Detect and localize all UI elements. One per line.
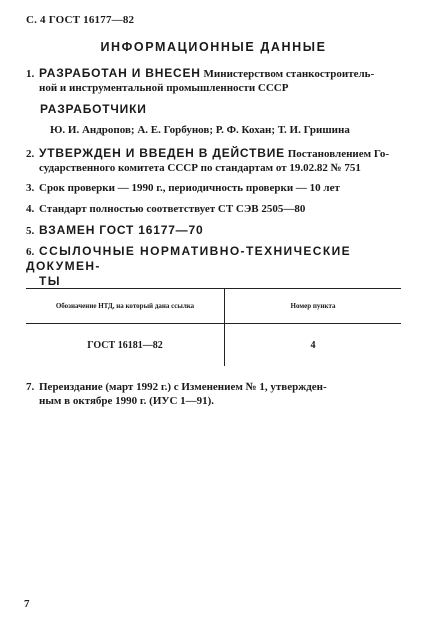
info-item-6 bbox=[26, 244, 404, 288]
column-header-clause: Номер пункта bbox=[225, 289, 402, 324]
item-text: Министерством станкостроитель- bbox=[200, 68, 375, 80]
table-cell-designation: ГОСТ 16181—82 bbox=[26, 324, 225, 367]
column-header-designation: Обозначение НТД, на который дана ссылка bbox=[26, 289, 225, 324]
item-text: Переиздание (март 1992 г.) с Изменением № 1, утвержден- bbox=[39, 381, 327, 393]
table-header-row bbox=[26, 289, 401, 324]
item-number: 7. bbox=[26, 381, 35, 393]
item-number: 3. bbox=[26, 182, 35, 194]
developers-list: Ю. И. Андропов; А. Е. Горбунов; Р. Ф. Кохан; Т. И. Гришина bbox=[50, 124, 350, 136]
item-caps-heading: УТВЕРЖДЕН И ВВЕДЕН В ДЕЙСТВИЕ bbox=[39, 146, 285, 160]
reference-table bbox=[26, 288, 401, 366]
page-header: С. 4 ГОСТ 16177—82 bbox=[26, 14, 135, 26]
item-caps-heading: РАЗРАБОТАН И ВНЕСЕН bbox=[39, 66, 201, 80]
table-cell-clause: 4 bbox=[310, 339, 316, 351]
info-item-3 bbox=[26, 181, 404, 195]
info-item-1 bbox=[26, 66, 404, 95]
item-text-continued: ным в октябре 1990 г. (ИУС 1—91). bbox=[39, 395, 215, 407]
info-item-2 bbox=[26, 146, 404, 175]
table-row bbox=[26, 324, 401, 367]
page-number: 7 bbox=[24, 598, 30, 610]
item-number: 2. bbox=[26, 148, 35, 160]
item-text: Стандарт полностью соответствует СТ СЭВ 2505—80 bbox=[39, 203, 306, 215]
item-number: 1. bbox=[26, 68, 35, 80]
item-text: Постановлением Го- bbox=[284, 148, 390, 160]
item-number: 6. bbox=[26, 246, 35, 258]
info-item-7 bbox=[26, 380, 404, 408]
item-text: Срок проверки — 1990 г., периодичность проверки — 10 лет bbox=[39, 182, 340, 194]
info-item-5 bbox=[26, 223, 404, 238]
item-number: 4. bbox=[26, 203, 35, 215]
item-caps-heading: ВЗАМЕН ГОСТ 16177—70 bbox=[39, 223, 204, 237]
item-text-continued: сударственного комитета СССР по стандартам от 19.02.82 № 751 bbox=[39, 162, 361, 174]
item-text-continued: ной и инструментальной промышленности СССР bbox=[39, 82, 289, 94]
developers-heading: РАЗРАБОТЧИКИ bbox=[40, 102, 147, 116]
section-title: ИНФОРМАЦИОННЫЕ ДАННЫЕ bbox=[100, 40, 327, 54]
item-caps-heading: ССЫЛОЧНЫЕ НОРМАТИВНО-ТЕХНИЧЕСКИЕ ДОКУМЕН- bbox=[26, 244, 352, 273]
info-item-4 bbox=[26, 202, 404, 216]
item-caps-continued: ТЫ bbox=[39, 274, 61, 288]
item-number: 5. bbox=[26, 225, 35, 237]
